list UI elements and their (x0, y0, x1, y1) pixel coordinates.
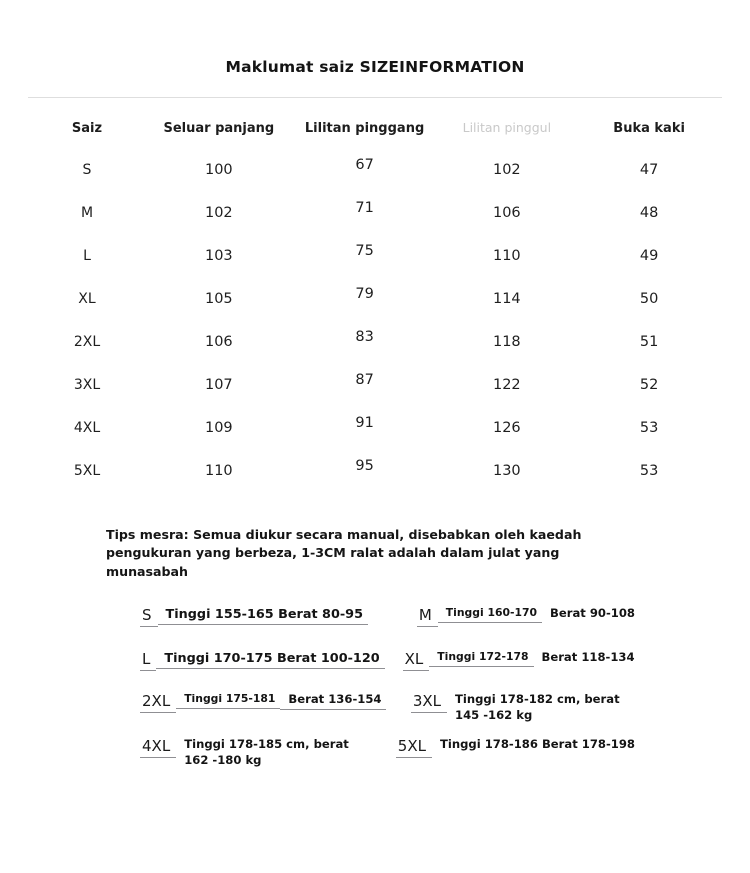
cell-waist: 87 (355, 371, 374, 388)
table-row (28, 277, 722, 320)
table-row (28, 449, 722, 492)
cell-size: M (80, 204, 94, 221)
recommendation-height: Tinggi 175-181 (176, 692, 280, 709)
column-header-waist: Lilitan pinggang (304, 120, 425, 136)
cell-opening: 52 (639, 376, 659, 393)
cell-length: 103 (204, 247, 233, 264)
recommendation-entry-5xl (396, 737, 640, 758)
recommendation-height: Tinggi 172-178 (429, 650, 533, 667)
recommendation-size-label: L (140, 650, 156, 671)
recommendation-detail: Tinggi 155-165 Berat 80-95 (158, 606, 368, 625)
cell-hip: 126 (492, 419, 521, 436)
table-row (28, 320, 722, 363)
page-title: Maklumat saiz SIZEINFORMATION (225, 58, 525, 76)
cell-waist: 95 (355, 457, 374, 474)
cell-size: 4XL (73, 419, 101, 436)
cell-waist: 71 (355, 199, 374, 216)
column-header-hip: Lilitan pinggul (462, 119, 552, 135)
recommendation-height: Tinggi 160-170 (438, 606, 542, 623)
table-row (28, 234, 722, 277)
measurement-tips-note: Tips mesra: Semua diukur secara manual, disebabkan oleh kaedah pengukuran yang berbeza, 1-3CM ralat adalah dalam julat yang munasabah (106, 527, 582, 579)
recommendation-entry-3xl (411, 692, 640, 724)
recommendation-size-label: 5XL (396, 737, 432, 758)
recommendation-size-label: S (140, 606, 158, 627)
cell-hip: 130 (492, 462, 521, 479)
cell-length: 107 (204, 376, 233, 393)
size-recommendation-row (140, 692, 640, 724)
cell-hip: 110 (492, 247, 521, 264)
cell-opening: 53 (639, 419, 659, 436)
recommendation-detail: Tinggi 178-186 Berat 178-198 (439, 737, 635, 751)
recommendation-entry-xl (403, 650, 640, 671)
cell-length: 100 (204, 161, 233, 178)
cell-waist: 91 (355, 414, 374, 431)
column-header-length: Seluar panjang (163, 120, 275, 136)
cell-length: 102 (204, 204, 233, 221)
cell-hip: 114 (492, 290, 521, 307)
cell-size: S (82, 161, 92, 178)
recommendation-size-label: 4XL (140, 737, 176, 758)
cell-size: L (83, 247, 91, 264)
table-row (28, 406, 722, 449)
recommendation-detail: Tinggi 178-182 cm, berat 145 -162 kg (455, 692, 620, 722)
table-row (28, 148, 722, 191)
cell-waist: 75 (355, 242, 374, 259)
cell-size: 2XL (73, 333, 101, 350)
recommendation-size-label: 3XL (411, 692, 447, 713)
recommendation-size-label: M (417, 606, 438, 627)
cell-length: 105 (204, 290, 233, 307)
size-recommendation-row (140, 606, 640, 627)
column-header-opening: Buka kaki (613, 120, 685, 136)
size-table (28, 108, 722, 492)
cell-opening: 49 (639, 247, 659, 264)
cell-opening: 47 (639, 161, 659, 178)
cell-hip: 122 (492, 376, 521, 393)
cell-hip: 106 (492, 204, 521, 221)
recommendation-entry-l (140, 650, 385, 671)
cell-size: 5XL (73, 462, 101, 479)
cell-hip: 102 (492, 161, 521, 178)
recommendation-entry-4xl (140, 737, 379, 769)
table-row (28, 191, 722, 234)
recommendation-weight: Berat 118-134 (541, 650, 635, 664)
table-header-row (28, 108, 722, 148)
cell-length: 109 (204, 419, 233, 436)
recommendation-weight: Berat 136-154 (280, 692, 386, 710)
size-recommendation-row (140, 650, 640, 671)
cell-size: 3XL (73, 376, 101, 393)
recommendation-detail: Tinggi 170-175 Berat 100-120 (156, 650, 384, 669)
recommendation-weight: Berat 90-108 (550, 606, 635, 620)
table-row (28, 363, 722, 406)
cell-length: 106 (204, 333, 233, 350)
header-divider (28, 97, 722, 98)
recommendation-size-label: XL (403, 650, 430, 671)
recommendation-size-label: 2XL (140, 692, 176, 713)
cell-opening: 48 (639, 204, 659, 221)
cell-waist: 67 (355, 156, 374, 173)
recommendation-entry-2xl (140, 692, 386, 713)
size-recommendation-row (140, 737, 640, 769)
cell-length: 110 (204, 462, 233, 479)
cell-opening: 50 (639, 290, 659, 307)
recommendation-detail: Tinggi 178-185 cm, berat 162 -180 kg (184, 737, 349, 767)
column-header-size: Saiz (71, 120, 103, 136)
recommendation-entry-s (140, 606, 368, 627)
recommendation-entry-m (417, 606, 640, 627)
cell-hip: 118 (492, 333, 521, 350)
cell-waist: 79 (355, 285, 374, 302)
cell-size: XL (78, 290, 96, 307)
cell-opening: 53 (639, 462, 659, 479)
cell-opening: 51 (639, 333, 659, 350)
cell-waist: 83 (355, 328, 374, 345)
